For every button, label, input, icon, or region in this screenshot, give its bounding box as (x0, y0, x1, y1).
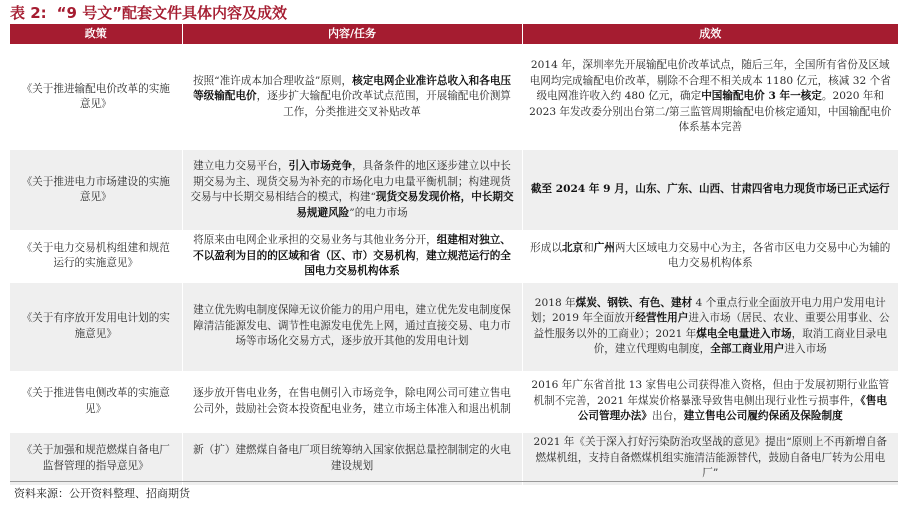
cell-text: 进入市场（居民、农业、重要公用事业、公益性服务以外的工商业）；2021 年 (533, 312, 890, 340)
emphasis-text: 核定电网企业准许总收入和各电压等级输配电价 (193, 74, 512, 103)
content-cell (182, 231, 522, 283)
cell-text: 建立优先购电制度保障无议价能力的用户用电，建立优先发电制度保障清洁能源发电、调节性电源发电优先上网，通过直接交易、电力市场等市场化交易方式，逐步放开其他的发用电计划 (193, 304, 511, 348)
result-cell (522, 150, 898, 231)
table-row (10, 432, 898, 485)
emphasis-text: 经营性用户 (635, 312, 689, 324)
policy-cell: 《关于推进输配电价改革的实施意见》 (10, 45, 182, 150)
cell-text: 建立电力交易平台， (193, 160, 289, 172)
content-cell (182, 45, 522, 150)
emphasis-text: 建立售电公司履约保函及保险制度 (683, 410, 843, 423)
cell-text: ，逐步扩大输配电价改革试点范围，开展输配电价测算工作，分类推进交叉补贴改革 (256, 90, 511, 118)
emphasis-text: 建立规范运行的全国电力交易机构体系 (304, 249, 511, 277)
result-cell (522, 371, 898, 432)
cell-text: ，取消工商业目录电价，建立代理购电制度， (593, 327, 887, 355)
header-content: 内容/任务 (182, 24, 522, 45)
cell-text: 出台， (651, 410, 684, 423)
emphasis-text: 全部工商业用户 (710, 343, 785, 355)
table-number: 表 2: (10, 4, 47, 22)
cell-text: 2018 年 (534, 296, 576, 309)
table-header-row (10, 24, 898, 45)
cell-text: 2014 年，深圳率先开展输配电价改革试点，随后三年，全国所有省份及区域电网均完成输配电价改革，剔除不合理不相关成本 1180 亿元，核减 32 个省级电网准许收入约 480 亿元，确定 (529, 59, 891, 103)
result-cell (522, 432, 898, 485)
emphasis-text: 煤电全电量进入市场 (696, 327, 792, 340)
emphasis-text: 组建相对独立、不以盈利为目的的区域和省（区、市）交易机构 (193, 234, 511, 262)
emphasis-text: 广州 (593, 241, 615, 254)
table-row (10, 45, 898, 150)
policy-cell: 《关于有序放开发用电计划的实施意见》 (10, 282, 182, 371)
cell-text: 逐步放开售电业务，在售电侧引入市场竞争，除电网公司可建立售电公司外，鼓励社会资本投资配电业务，建立市场主体准入和退出机制 (193, 387, 511, 415)
policy-table (10, 24, 898, 485)
table-row (10, 150, 898, 231)
result-cell (522, 231, 898, 283)
header-policy: 政策 (10, 24, 182, 45)
policy-cell: 《关于加强和规范燃煤自备电厂监督管理的指导意见》 (10, 432, 182, 485)
emphasis-text: 煤炭、钢铁、有色、建材 (575, 296, 693, 309)
cell-text: ”的电力市场 (349, 206, 408, 219)
policy-cell: 《关于推进售电侧改革的实施意见》 (10, 371, 182, 432)
cell-text: 4 个重点行业全面放开电力用户发用电计划；2019 年全面放开 (530, 296, 886, 324)
content-cell (182, 432, 522, 485)
cell-text: 2021 年《关于深入打好污染防治攻坚战的意见》提出“原则上不再新增自备燃煤机组，支持自备燃煤机组实施清洁能源替代，鼓励自备电厂转为公用电厂” (533, 436, 888, 480)
policy-cell: 《关于电力交易机构组建和规范运行的实施意见》 (10, 231, 182, 283)
emphasis-text: 引入市场竞争 (288, 160, 352, 172)
cell-text: 两大区域电力交易中心为主，各省市区电力交易中心为辅的电力交易机构体系 (614, 241, 891, 270)
content-cell (182, 371, 522, 432)
cell-text: 将原来由电网企业承担的交易业务与其他业务分开， (193, 234, 437, 246)
table-title (10, 2, 287, 24)
result-cell (522, 282, 898, 371)
emphasis-text: 截至 2024 年 9 月，山东、广东、山西、甘肃四省电力现货市场已正式运行 (530, 183, 890, 196)
emphasis-text: 《售电公司管理办法》 (577, 394, 887, 423)
cell-text: ， (415, 249, 427, 262)
cell-text: 按照“准许成本加合理收益”原则， (192, 74, 353, 87)
cell-text: 2016 年广东省首批 13 家售电公司获得准入资格，但由于发展初期行业监管机制不完善，2021 年煤炭价格暴涨导致售电侧出现行业性亏损事件， (531, 379, 890, 407)
header-result: 成效 (522, 24, 898, 45)
emphasis-text: 北京 (561, 241, 584, 254)
emphasis-text: 中国输配电价 3 年一核定 (701, 90, 822, 103)
table-row (10, 231, 898, 283)
cell-text: 进入市场 (784, 343, 827, 355)
source-note: 资料来源：公开资料整理、招商期货 (14, 487, 190, 500)
cell-text: 新（扩）建燃煤自备电厂项目统筹纳入国家依据总量控制制定的火电建设规划 (193, 444, 511, 472)
table-row (10, 371, 898, 432)
table-title-text: “9 号文”配套文件具体内容及成效 (56, 4, 288, 22)
policy-cell: 《关于推进电力市场建设的实施意见》 (10, 150, 182, 231)
cell-text: 和 (583, 241, 594, 254)
cell-text: 形成以 (530, 241, 562, 254)
content-cell (182, 282, 522, 371)
table-row (10, 282, 898, 371)
result-cell (522, 45, 898, 150)
table-bottom-rule (10, 481, 898, 482)
emphasis-text: 现货交易发现价格，中长期交易规避风险 (296, 191, 514, 219)
content-cell (182, 150, 522, 231)
cell-text: ，具备条件的地区逐步建立以中长期交易为主、现货交易为补充的市场化电力电量平衡机制；构建现货交易与中长期交易相结合的模式，构建“ (190, 160, 511, 203)
cell-text: 。2020 年和 2023 年发改委分别出台第二/第三监管周期输配电价核定通知，中国输配电价体系基本完善 (529, 90, 892, 134)
